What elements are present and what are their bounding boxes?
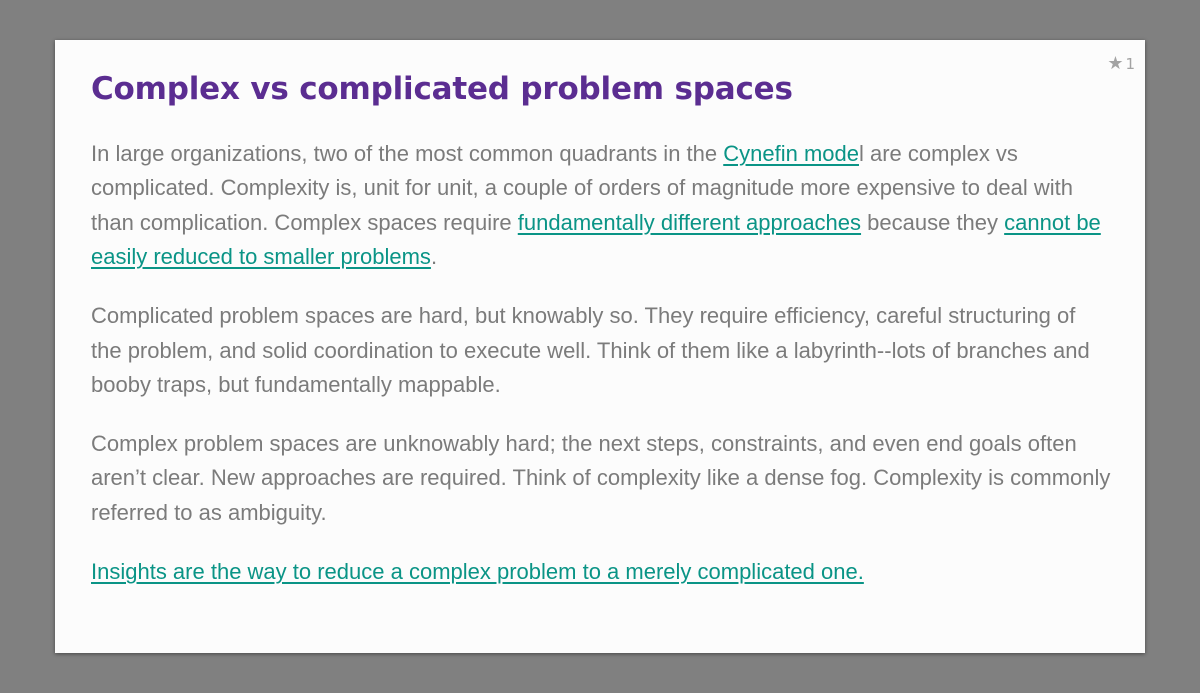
cannot-be-easily-reduced-link[interactable]: cannot be easily reduced to smaller problems — [91, 209, 1101, 270]
star-icon: ★ — [1107, 53, 1124, 74]
fundamentally-different-approaches-link[interactable]: fundamentally different approaches — [517, 209, 862, 235]
card-body — [91, 137, 1111, 614]
star-count: 1 — [1125, 55, 1135, 73]
insights-link[interactable]: Insights are the way to reduce a complex problem to a merely complicated one. — [91, 559, 864, 585]
cynefin-model-link[interactable]: Cynefin mode — [723, 141, 859, 166]
paragraph-complicated: Complicated problem spaces are hard, but knowably so. They require efficiency, careful structuring of the problem, and solid coordination to execute well. Think of them like a labyrinth--lots of branches and booby traps, but fundamentally mappable. — [91, 303, 1090, 397]
card-title: Complex vs complicated problem spaces — [91, 71, 793, 107]
note-card — [55, 40, 1145, 653]
paragraph-text: . — [430, 244, 438, 270]
paragraph-text: In large organizations, two of the most common quadrants in the — [91, 141, 724, 166]
paragraph-text: because they — [861, 209, 1005, 235]
paragraph-complex: Complex problem spaces are unknowably hard; the next steps, constraints, and even end goals often aren’t clear. New approaches are required. Think of complexity like a dense fog. Complexity is commonly referred to as ambiguity. — [91, 430, 1111, 525]
paragraph-insights — [91, 555, 1111, 589]
paragraph-cynefin — [91, 137, 1111, 275]
paragraph-text: l are complex vs complicated. Complexity is, unit for unit, a couple of orders of magnitude more expensive to deal with than complication. Complex spaces require — [91, 141, 1073, 235]
star-badge[interactable] — [1107, 54, 1135, 74]
